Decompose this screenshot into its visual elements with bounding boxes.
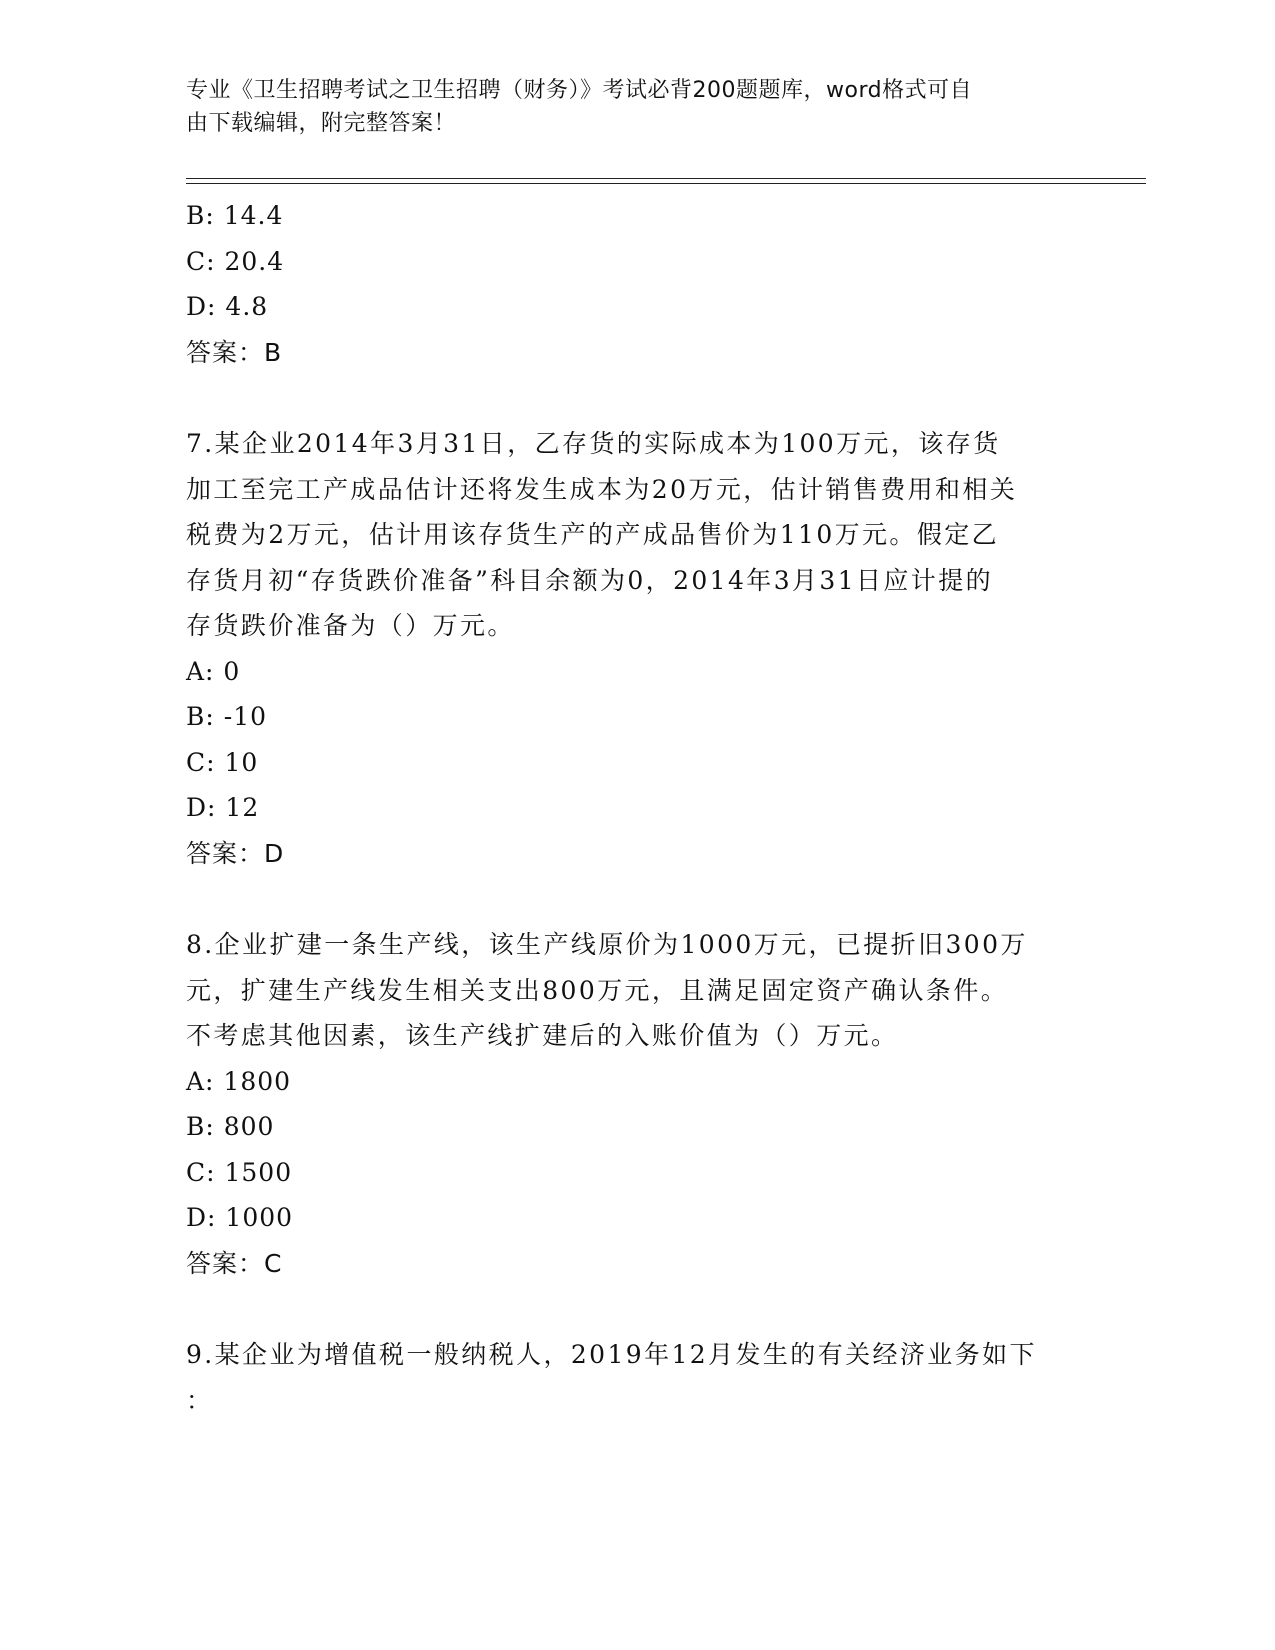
question-text-line: ： <box>186 1385 214 1415</box>
question-7 <box>186 421 1086 876</box>
header-line-1: 专业《卫生招聘考试之卫生招聘（财务）》考试必背200题题库，word格式可自 <box>186 78 973 103</box>
header-rule-top <box>186 178 1146 179</box>
question-text-line: 存货跌价准备为（）万元。 <box>186 611 515 640</box>
document-body <box>186 193 1086 1423</box>
answer-line: 答案：D <box>186 838 285 868</box>
option-c: C: 10 <box>186 747 259 777</box>
question-8 <box>186 922 1086 1286</box>
option-b: B: 800 <box>186 1112 275 1141</box>
option-d: D: 12 <box>186 793 260 822</box>
option-d: D: 1000 <box>186 1203 294 1232</box>
question-text-line: 8.企业扩建一条生产线，该生产线原价为1000万元，已提折旧300万 <box>186 930 1028 959</box>
document-header <box>186 74 1066 140</box>
answer-line: 答案：B <box>186 337 283 367</box>
option-a: A: 1800 <box>186 1066 292 1096</box>
option-b: B: 14.4 <box>186 201 284 230</box>
question-text-line: 税费为2万元，估计用该存货生产的产成品售价为110万元。假定乙 <box>186 520 1000 549</box>
previous-question-tail <box>186 193 1086 375</box>
question-text-line: 元，扩建生产线发生相关支出800万元，且满足固定资产确认条件。 <box>186 975 1009 1005</box>
header-line-2: 由下载编辑，附完整答案！ <box>186 111 457 136</box>
question-text-line: 不考虑其他因素，该生产线扩建后的入账价值为（）万元。 <box>186 1021 899 1050</box>
header-rule-bottom <box>186 183 1146 184</box>
answer-line: 答案：C <box>186 1248 283 1278</box>
question-9 <box>186 1332 1086 1423</box>
question-text-line: 存货月初“存货跌价准备”科目余额为0，2014年3月31日应计提的 <box>186 565 994 595</box>
option-b: B: -10 <box>186 702 267 731</box>
question-text-line: 7.某企业2014年3月31日，乙存货的实际成本为100万元，该存货 <box>186 429 1001 458</box>
option-d: D: 4.8 <box>186 292 269 321</box>
option-c: C: 20.4 <box>186 246 285 276</box>
option-c: C: 1500 <box>186 1157 293 1187</box>
question-text-line: 9.某企业为增值税一般纳税人，2019年12月发生的有关经济业务如下 <box>186 1340 1037 1369</box>
question-text-line: 加工至完工产成品估计还将发生成本为20万元，估计销售费用和相关 <box>186 474 1018 504</box>
option-a: A: 0 <box>186 656 241 686</box>
